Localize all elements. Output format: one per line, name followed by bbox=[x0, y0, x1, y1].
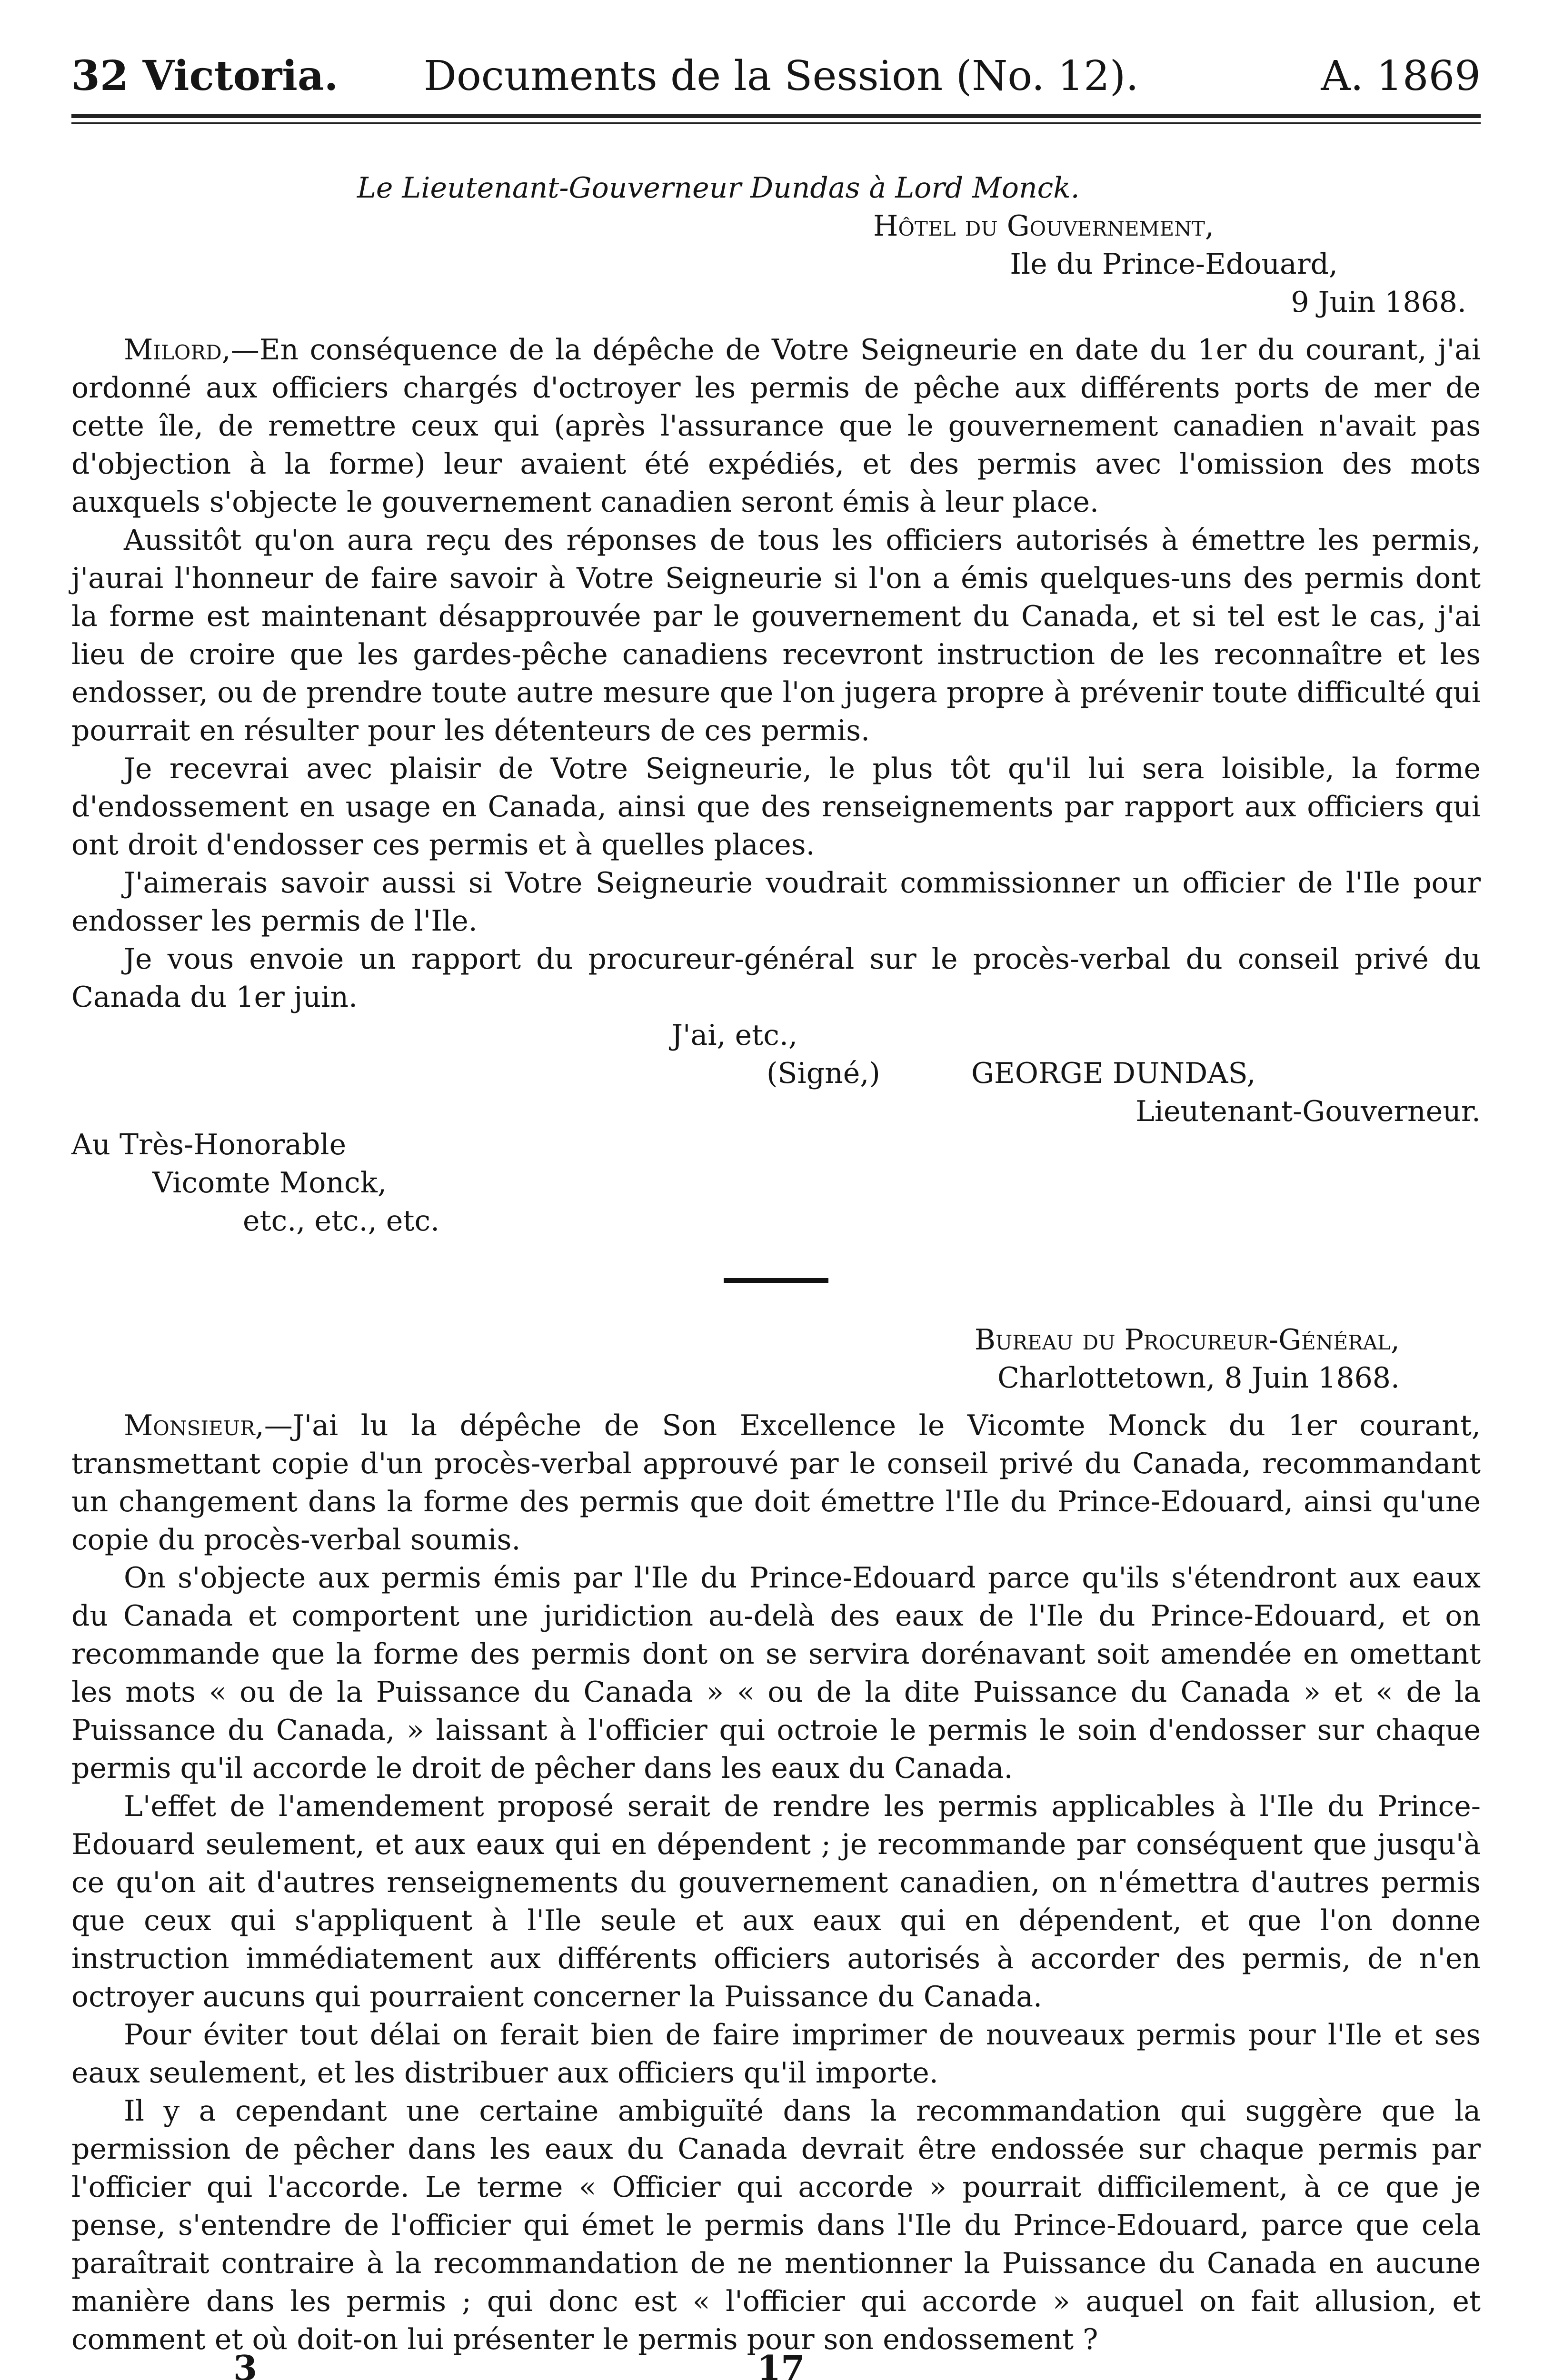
signer-title: Lieutenant-Gouverneur. bbox=[1136, 1095, 1481, 1128]
letter2-paragraph: Il y a cependant une certaine ambiguïté dans la recommandation qui suggère que la permission de pêcher dans les eaux du Canada devrait être endossée sur chaque permis par l'officier qui l'accorde. Le terme « Officier qui accorde » pourrait difficilement, à ce que je pense, s'entendre de l'officier qui émet le permis dans l'Ile du Prince-Edouard, parce que cela paraîtrait contraire à la recommandation de ne mentionner la Puissance du Canada en aucune manière dans les permis ; qui donc est « l'officier qui accorde » auquel on fait allusion, et comment et où doit-on lui présenter le permis pour son endossement ? bbox=[71, 2094, 1481, 2356]
letter1-paragraph-text: —En conséquence de la dépêche de Votre Seigneurie en date du 1er du courant, j'ai ordonné aux officiers chargés d'octroyer les permis de pêche aux différents ports de mer de cette île, de remettre ceux qui (après l'assurance que le gouvernement canadien n'avait pas d'objection à la forme) leur avaient été expédiés, et des permis avec l'omission des mots auxquels s'objecte le gouvernement canadien seront émis à leur place. bbox=[71, 333, 1481, 519]
addressee-line: Vicomte Monck, bbox=[152, 1166, 387, 1200]
letter1-closing bbox=[71, 1016, 1481, 1130]
signer-name: GEORGE DUNDAS, bbox=[971, 1057, 1256, 1090]
letter1-address-line1: Hôtel du Gouvernement, bbox=[873, 209, 1214, 243]
page-number: 17 bbox=[757, 2348, 805, 2380]
signed-label: (Signé,) bbox=[767, 1057, 880, 1090]
letter2-paragraph: On s'objecte aux permis émis par l'Ile du Prince-Edouard parce qu'ils s'étendront aux eaux du Canada et comportent une juridiction au-delà des eaux de l'Ile du Prince-Edouard, et on recommande que la forme des permis dont on se servira dorénavant soit amendée en omettant les mots « ou de la Puissance du Canada » « ou de la dite Puissance du Canada » et « de la Puissance du Canada, » laissant à l'officier qui octroie le permis le soin d'endosser sur chaque permis qu'il accorde le droit de pêcher dans les eaux du Canada. bbox=[71, 1561, 1481, 1785]
letter2-paragraph bbox=[71, 1407, 1481, 1559]
letter1-addressee bbox=[71, 1126, 1481, 1240]
letter2-paragraph: L'effet de l'amendement proposé serait de rendre les permis applicables à l'Ile du Prince-Edouard seulement, et aux eaux qui en dépendent ; je recommande par conséquent que jusqu'à ce qu'on ait d'autres renseignements du gouvernement canadien, on n'émettra d'autres permis que ceux qui s'appliquent à l'Ile seule et aux eaux qui en dépendent, et que l'on donne instruction immédiatement aux différents officiers autorisés à accorder des permis, de n'en octroyer aucuns qui pourraient concerner la Puissance du Canada. bbox=[71, 1790, 1481, 2013]
letter2-paragraph: Pour éviter tout délai on ferait bien de faire imprimer de nouveaux permis pour l'Ile et ses eaux seulement, et les distribuer aux officiers qu'il importe. bbox=[71, 2018, 1481, 2090]
letter1-date: 9 Juin 1868. bbox=[1291, 286, 1466, 319]
signature-mark: 3 bbox=[233, 2348, 258, 2380]
header-rule bbox=[71, 114, 1481, 124]
header-year: A. 1869 bbox=[1321, 52, 1481, 100]
header-volume: 32 Victoria. bbox=[71, 52, 339, 100]
letter1-paragraph: J'aimerais savoir aussi si Votre Seigneurie voudrait commissionner un officier de l'Ile pour endosser les permis de l'Ile. bbox=[71, 866, 1481, 938]
document-page bbox=[71, 48, 1481, 2380]
letter1-address-line2: Ile du Prince-Edouard, bbox=[1010, 248, 1338, 281]
letter1-address bbox=[71, 207, 1481, 321]
letter1-paragraph: Aussitôt qu'on aura reçu des réponses de tous les officiers autorisés à émettre les permis, j'aurai l'honneur de faire savoir à Votre Seigneurie si l'on a émis quelques-uns des permis dont la forme est maintenant désapprouvée par le gouvernement du Canada, et si tel est le cas, j'ai lieu de croire que les gardes-pêche canadiens recevront instruction de les reconnaître et les endosser, ou de prendre toute autre mesure que l'on jugera propre à prévenir toute difficulté qui pourrait en résulter pour les détenteurs de ces permis. bbox=[71, 524, 1481, 747]
letter2-paragraph-text: —J'ai lu la dépêche de Son Excellence le Vicomte Monck du 1er courant, transmettant copie d'un procès-verbal approuvé par le conseil privé du Canada, recommandant un changement dans la forme des permis que doit émettre l'Ile du Prince-Edouard, ainsi qu'une copie du procès-verbal soumis. bbox=[71, 1409, 1481, 1557]
header-title: Documents de la Session (No. 12). bbox=[424, 52, 1139, 100]
letter1-salutation: Milord, bbox=[124, 333, 231, 367]
letter2-address bbox=[71, 1321, 1400, 1397]
letter2-address-line2: Charlottetown, 8 Juin 1868. bbox=[997, 1361, 1400, 1395]
letter1-paragraph: Je recevrai avec plaisir de Votre Seigneurie, le plus tôt qu'il lui sera loisible, la forme d'endossement en usage en Canada, ainsi que des renseignements par rapport aux officiers qui ont droit d'endosser ces permis et à quelles places. bbox=[71, 752, 1481, 862]
running-head bbox=[71, 48, 1481, 105]
section-separator bbox=[724, 1278, 828, 1283]
letter2-salutation: Monsieur, bbox=[124, 1409, 264, 1442]
addressee-line: Au Très-Honorable bbox=[71, 1128, 347, 1161]
letter1-title: Le Lieutenant-Gouverneur Dundas à Lord Monck. bbox=[357, 171, 1080, 205]
closing-formula: J'ai, etc., bbox=[671, 1019, 798, 1052]
addressee-line: etc., etc., etc. bbox=[243, 1204, 440, 1238]
letter1-paragraph bbox=[71, 331, 1481, 521]
letter2-address-line1: Bureau du Procureur-Général, bbox=[974, 1323, 1400, 1357]
letter1-paragraph: Je vous envoie un rapport du procureur-général sur le procès-verbal du conseil privé du Canada du 1er juin. bbox=[71, 942, 1481, 1014]
